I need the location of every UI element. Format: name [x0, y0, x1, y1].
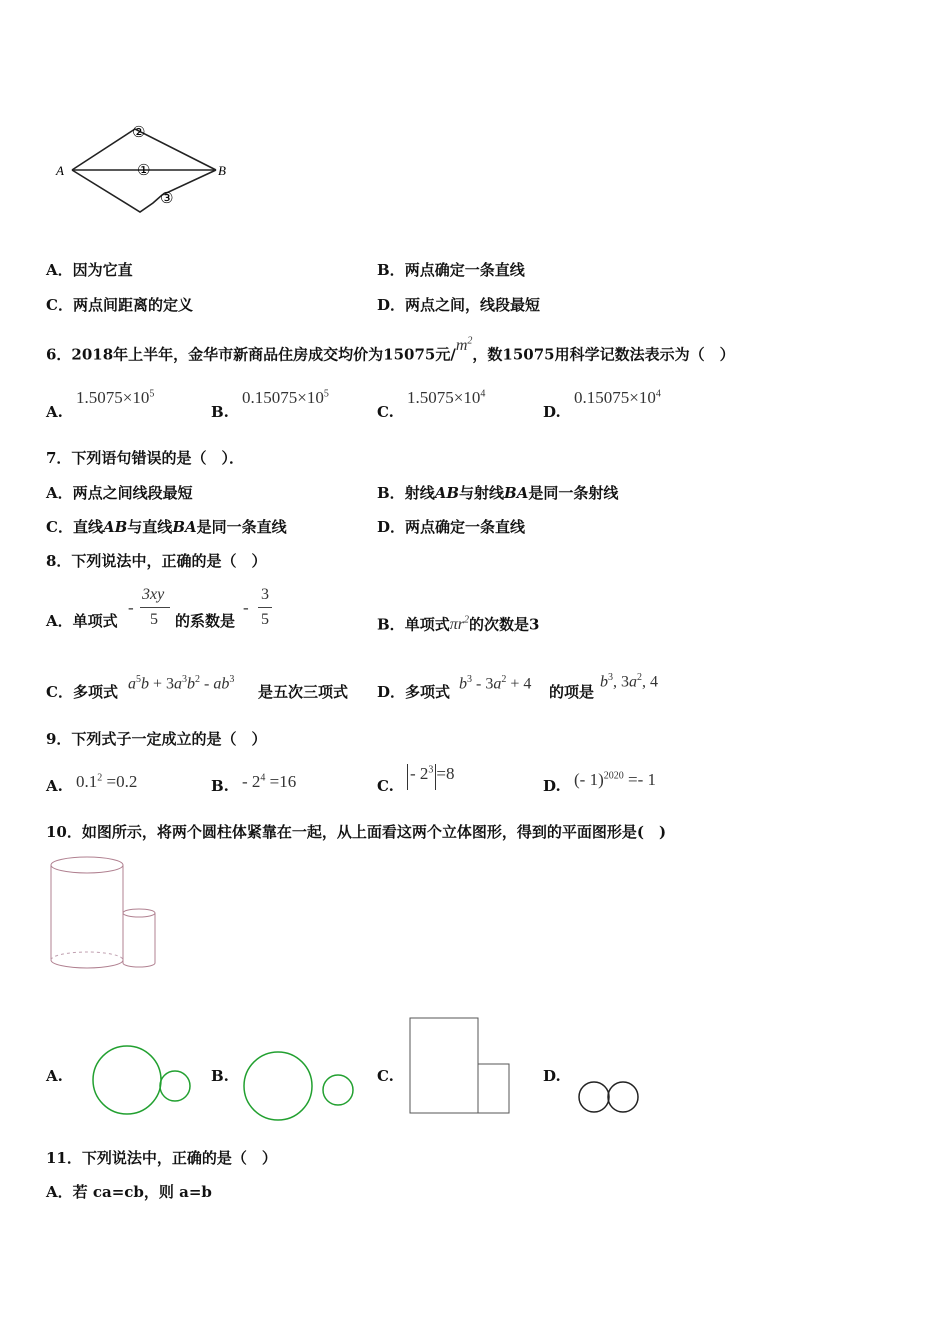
path-3-label: ③ — [160, 189, 174, 207]
path-1-label: ① — [137, 161, 151, 179]
q8-a-numerator: 3xy — [142, 586, 165, 603]
q9-option-a[interactable]: $0.1^2 =0.2$ — [76, 772, 138, 791]
q10-option-b-letter[interactable]: B. — [211, 1067, 229, 1085]
q8-a-fraction-bar — [140, 607, 170, 608]
q5-option-c[interactable]: C．两点间距离的定义 — [46, 296, 193, 314]
q6-option-a[interactable]: $1.5075\times 10^5$ — [76, 388, 155, 407]
q7-option-a[interactable]: A．两点之间线段最短 — [46, 484, 193, 502]
q9-stem: 9．下列式子一定成立的是（ ） — [46, 730, 267, 748]
q7-option-c[interactable]: C．直线AB与直线BA是同一条直线 — [46, 518, 287, 536]
q9-option-b[interactable]: - $2^4 =16$ — [242, 772, 297, 791]
q8-d-terms: $b^3$, $3a^2$, 4 — [600, 672, 658, 691]
q8-a-denominator: 5 — [150, 611, 158, 628]
q9-option-d-letter[interactable]: D. — [543, 777, 561, 795]
q7-option-b[interactable]: B．射线AB与射线BA是同一条射线 — [377, 484, 619, 502]
q8-a-minus-2: - — [243, 598, 249, 617]
q6-option-d-letter[interactable]: D. — [543, 403, 561, 421]
q8-option-c[interactable]: C．多项式 — [46, 683, 118, 701]
q8-a-numerator-2: 3 — [261, 586, 269, 603]
q8-c-polynomial: $a^5b + 3a^3b^2 - ab^3$ — [128, 674, 235, 693]
q7-stem: 7．下列语句错误的是（ ）． — [46, 449, 244, 467]
q6-option-a-letter[interactable]: A. — [46, 403, 63, 421]
q10-option-c-letter[interactable]: C. — [377, 1067, 394, 1085]
q6-option-b[interactable]: $0.15075\times 10^5$ — [242, 388, 329, 407]
q8-d-polynomial: $b^3 - 3a^2 + 4$ — [459, 674, 532, 693]
q6-unit: $m^2$ — [455, 336, 473, 355]
q9-option-b-letter[interactable]: B. — [211, 777, 229, 795]
q9-option-d[interactable]: (- 1)$^{2020}$ =- 1 — [574, 770, 656, 789]
q8-option-b[interactable]: B．单项式$\pi r^2$的次数是3 — [377, 615, 540, 634]
q6-stem: 6．2018年上半年，金华市新商品住房成交均价为15075元$/m^2$，数15075用科学记数法表示为（ ） — [46, 336, 735, 364]
q10-option-a-letter[interactable]: A. — [46, 1067, 63, 1085]
q5-option-b[interactable]: B．两点确定一条直线 — [377, 261, 525, 279]
q5-option-d[interactable]: D．两点之间，线段最短 — [377, 296, 541, 314]
q8-option-a[interactable]: A．单项式 — [46, 612, 118, 630]
q10-stem: 10．如图所示，将两个圆柱体紧靠在一起，从上面看这两个立体图形，得到的平面图形是( ) — [46, 823, 667, 841]
q5-option-a[interactable]: A．因为它直 — [46, 261, 133, 279]
point-a-label: A — [56, 163, 64, 178]
q8-option-d[interactable]: D．多项式 — [377, 683, 451, 701]
q8-stem: 8．下列说法中，正确的是（ ） — [46, 552, 267, 570]
q6-option-c-letter[interactable]: C. — [377, 403, 394, 421]
q10-option-b-figure[interactable] — [242, 1050, 357, 1125]
q8-a-denominator-2: 5 — [261, 611, 269, 628]
q6-option-b-letter[interactable]: B. — [211, 403, 229, 421]
q8-a-fraction-bar-2 — [258, 607, 272, 608]
q11-option-a[interactable]: A．若 ca=cb，则 a=b — [46, 1183, 212, 1201]
q10-option-d-letter[interactable]: D. — [543, 1067, 561, 1085]
q6-option-c[interactable]: $1.5075\times 10^4$ — [407, 388, 486, 407]
cylinders-figure — [50, 855, 165, 975]
q9-option-c[interactable]: - $2^3 =8$ — [407, 764, 455, 790]
q10-option-a-figure[interactable] — [90, 1044, 195, 1119]
q6-option-d[interactable]: $0.15075\times 10^4$ — [574, 388, 661, 407]
point-b-label: B — [218, 163, 226, 178]
q8-b-expression: $\pi r^2$ — [449, 615, 469, 634]
q9-option-c-letter[interactable]: C. — [377, 777, 394, 795]
q8-a-minus: - — [128, 598, 134, 617]
q8-a-middle-text: 的系数是 — [175, 612, 236, 630]
q9-option-a-letter[interactable]: A. — [46, 777, 63, 795]
q11-stem: 11．下列说法中，正确的是（ ） — [46, 1149, 277, 1167]
q10-option-d-figure[interactable] — [576, 1079, 646, 1117]
q10-option-c-figure[interactable] — [408, 1016, 513, 1116]
path-2-label: ② — [132, 123, 146, 141]
q7-option-d[interactable]: D．两点确定一条直线 — [377, 518, 526, 536]
q8-d-mid-text: 的项是 — [549, 683, 595, 701]
q8-c-post-text: 是五次三项式 — [258, 683, 349, 701]
route-diagram — [50, 115, 240, 220]
